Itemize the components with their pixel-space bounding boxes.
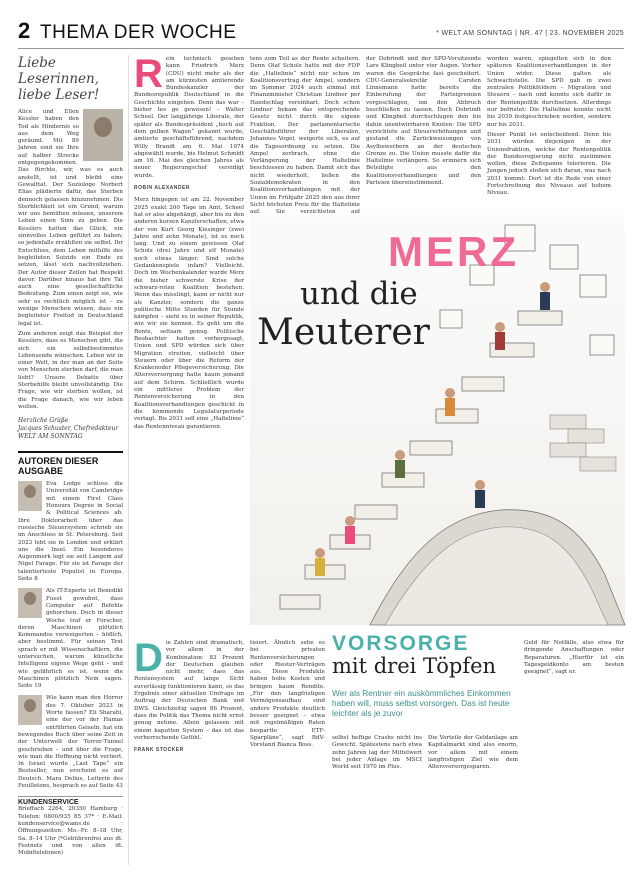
- authors-heading: AUTOREN DIESER AUSGABE: [18, 456, 99, 477]
- vorsorge-dropcap: D: [134, 636, 163, 680]
- issue-meta: * WELT AM SONNTAG | NR. 47 | 23. NOVEMBER 2025: [436, 30, 624, 37]
- merz-text-4: worden waren, spiegelten sich in den späteren Koalitionsverhandlungen in der Union wider. Diese galten als Schwachstelle. Die SPD gab in zwei zentralen Politikfeldern – Migration und Steuern – nach und konnte sich dafür in der Rentenpolitik durchsetzen. Allerdings nur befristet: Die Haltelinie konnte nicht bis 2039 festgeschrieben werden, sondern nur bis 2031.: [487, 56, 611, 128]
- authors-box: [18, 451, 123, 790]
- merz-dropcap: R: [134, 52, 163, 96]
- vorsorge-col4: [428, 735, 518, 867]
- author-bio: [18, 481, 123, 583]
- merz-article-col2: [250, 56, 360, 231]
- merz-text-4b: Dieser Punkt ist entscheidend. Denn bis 2031 würden diejenigen in der Unionsfraktion, welche der Rentenpolitik der Bundesregierung nicht zustimmen wollen, diese Zeitspanne tolerieren. Die Jungen jedoch stoßen sich daran, was nach 2031 kommt: Dort ist die Rede von einer Fortschreibung des Niveaus auf hohem Niveau.: [487, 131, 611, 197]
- author-bio: [18, 695, 123, 790]
- author-bio-text: Als IT-Experte ist Benedikt Fuest gewohnt, dass Computer auf Befehle gehorchen. Doch in dieser Woche traf er Forscher, deren Maschinen plötzlich Kommandos verweigerten – höflich, aber bestimmt. Für seinen Text sprach er mit Wissenschaftlern, die untersuchen, warum künstliche Intelligenz eigene Wege geht – und wie gefährlich es ist, wenn die Maschinen plötzlich Nein sagen. Seite 19: [18, 588, 123, 690]
- merz-byline: ROBIN ALEXANDER: [134, 185, 190, 192]
- vorsorge-text-3: selbst heftige Crashs nicht ins Gewicht. Spätestens nach etwa zehn Jahren lag der Mittelwert bei jeder Anlage im MSCI World seit 1970 im Plus.: [332, 735, 422, 771]
- customer-service: [18, 796, 123, 857]
- vorsorge-text-4: Die Vorteile der Geldanlage am Kapitalmarkt sind also enorm, vor allem mit einem langfristigen Ziel wie dem Altersvorsorgesparen.: [428, 735, 518, 771]
- merz-text-3: der Dobrindt und der SPD-Vorsitzende Lars Klingbeil unter vier Augen. Vorher waren die Gespräche fast gescheitert. CDU-Generalsekretär Carsten Linnemann hatte bereits die Einberufung der Parteigremien vorgeschlagen, um den Abbruch beschließen zu lassen. Doch Dobrindt und Klingbeil durchschlugen den bis dahin unentwirrbaren Knoten: Die SPD verzichtete auf Steuererhöhungen und gestand die Zurückweisungen von Asylbewerbern an der deutschen Grenze zu. Die Union musste dafür die Haltelinie verlängern. So erinnern sich Beteiligte aus den Koalitionsverhandlungen und den Parteien übereinstimmend.: [366, 56, 481, 187]
- editor-closing: Herzliche Grüße: [18, 417, 69, 425]
- merz-article-col3: [366, 56, 481, 216]
- editor-signature: Jacques Schuster, Chefredakteur WELT AM SONNTAG: [18, 425, 119, 441]
- header-rule: [18, 48, 624, 49]
- author-photo: [18, 695, 42, 725]
- merz-headline-meuterer: Meuterer: [257, 312, 430, 353]
- vorsorge-col1: [134, 636, 244, 868]
- vorsorge-headline: VORSORGE: [332, 632, 470, 655]
- merz-intro: ein technisch gesehen kann Friedrich Merz (CDU) nicht mehr als der am kürzesten amtierende Bundeskanzler der Bundesrepublik Deutschland in die Geschichte eingehen. Denn das war – bisher tes ge gewesen! – Walter Scheel. Der langjährige Liberale, der später als Bundespräsident „hoch auf dem gelben Wagen“ gekannt wurde, amtierte geschäftsführend, nachdem Willy Brandt am 6. Mai 1974 abgewählt wurde, bis Helmut Schmidt am 16. Mai des gleichen Jahres als neuer Regierungschef vereidigt wurde.: [134, 56, 244, 179]
- editor-letter-p2: Zum anderen zeigt das Beispiel der Kesslers, dass es Menschen gibt, die sich ein selbstbestimmtes Lebensende wünschen. Leben wir in einer Welt, in der man an der Seite von Menschen sterben darf, die man liebt? Unsere Debatte über Sterbehilfe bleibt unvollständig. Die Frage, wie wir sterben wollen, ist die Frage danach, wie wir leben wollen.: [18, 330, 123, 410]
- vorsorge-byline: FRANK STOCKER: [134, 747, 184, 754]
- vorsorge-col3: [332, 735, 422, 867]
- service-heading: KUNDENSERVICE: [18, 799, 79, 807]
- sidebar: [18, 55, 123, 857]
- vorsorge-subline: Wer als Rentner ein auskömmliches Einkommen haben will, muss selbst vorsorgen. Das ist heute leichter als je zuvor: [332, 688, 511, 718]
- merz-text-1: Merz hingegen ist am 22. November 2025 exakt 200 Tage im Amt. Scheel hat er also abgehängt, aber bis zu den anderen kurzen Kanzlerschaften, etwa der von Kurt Georg Kiesinger (zwei Jahre und zehn Monate), ist es noch lang. Und zu einem gewissen Olaf Scholz (drei Jahre und elf Monate) noch etwas länger. Sind solche Gedankenspiele infam? Vielleicht. Doch im Wochenkalender wurde Merz die bisher schwerste Krise der schwarz-roten Koalition bestehen. Wenn das misslingt, kann er nicht nur als Kanzler, sondern die ganze politische Mitte Stunden für Stunde kämpfen – sieht es in seiner Republik, wie wir sie kennen. Es geht um die Rente, seltsam genug. Politische Beobachter hatten vorhergesagt, Union und SPD würden sich über Migration streiten, vielleicht über Steuern oder über die Reform der Krankenoder Pflegeversicherung. Die Altersversorgung hatte kaum jemand auf dem Schirm. Schließlich wurde ein mittleres Problem der Rentenversicherung in den Koalitionsverhandlungen geschickt in die kommende Legislaturperiode vertagt. Bis 2031 soll eine „Haltelinie“ das Rentenniveau garantieren.: [134, 197, 244, 430]
- author-photo: [18, 481, 42, 511]
- section-title: THEMA DER WOCHE: [40, 22, 237, 43]
- merz-text-2: tens zum Teil as der Rente scheitern. Denn Olaf Scholz hatte mit der FDP die „Haltelinie“ nicht nur schon im Koalitionsvertrag der Ampel, sondern im Sommer 2024 auch einmal mit Finanzminister Christian Lindner per Handschlag vereinbart. Doch schon Lindner bekam das entsprechende Gesetz nicht durch die eigene Fraktion. Der parlamentarische Geschäftsführer der Liberalen, Johannes Vogel, weigerte sich, es auf die Tagesordnung zu setzen. Die Ampel zerbrach, ohne die Verlängerung der Haltelinie beschlossen zu haben. Damit sich das nicht wiederholt, ließen die Sozialdemokraten in den Koalitionsverhandlungen mit der Union im Frühjahr 2025 den aus ihrer Sicht höchsten Preis für die Haltelinie auf. Sie verzichteten auf: [250, 56, 360, 216]
- merz-headline: MERZ: [388, 228, 519, 275]
- page-number: 2: [18, 18, 31, 43]
- column-divider: [128, 55, 129, 865]
- merz-article-col1: [134, 52, 244, 586]
- author-bio-text: Wie kann man den Horror des 7. Oktober 2023 in Worte fassen? Eli Sharabi, eine der vor der Hamas entführten Geiseln, hat ein bewegendes Buch über seine Zeit in der Unterwelt der Terror-Tunnel geschrieben – und über die Frage, wie man die Hoffnung nicht verliert. In Israel wurde „Last Tape“ ein Bestseller, nun erscheint es auf Deutsch. Mara Delius, Leiterin des Feuilletons, besprach es auf Seite 43: [18, 695, 123, 790]
- author-photo: [18, 588, 42, 618]
- editor-greeting: Liebe Leserinnen, liebe Leser!: [18, 55, 100, 103]
- merz-article-col4: [487, 56, 611, 216]
- author-bio: [18, 588, 123, 690]
- vorsorge-text-2: tisiert. Ähnlich sehe es bei privaten Rentenversicherungen oder Riester-Verträgen aus. Diese Produkte haben hohe Kosten und bringen kaum Rendite. „Für den langfristigen Vermögensaufbau sind andere Produkte deutlich besser geeignet – etwa mit regelmäßigen Raten bespartte ETF-Sparpläne“, sagt BdV-Vorstand Bianca Boss.: [250, 640, 325, 749]
- vorsorge-headline-toepfe: mit drei Töpfen: [332, 654, 497, 678]
- editor-portrait: [83, 109, 123, 161]
- author-bio-text: Eva Lodge schloss die Universität von Cambridge mit einem First Class Honours Degree in Social & Political Sciences ab. Ihre Doktorarbeit über das russische Steuersystem schrieb sie im Anschluss in St. Petersburg. Seit 2023 lebt sie in London und erklärt uns die Insel. Ein besonderes Augenmerk legt sie seit Langem auf Nigel Farage. Für sie ist Farage der talentierteste Populist in Europa. Seite 8: [18, 481, 123, 583]
- vorsorge-text-5: Geld für Notfälle, also etwa für dringende Anschaffungen oder Reparaturen. „Hierfür ist ein Tagesgeldkonto am besten geeignet“, sagt er.: [524, 640, 624, 676]
- vorsorge-col2: [250, 640, 325, 868]
- editor-letter-p1: Alice und Ellen Kessler haben den Tod als Hindernis so aus dem Weg geräumt. Mit 89 Jahren sind sie Ihre auf halber Strecke entgegengekommen. Das fürchte, wir, was es auch anstellt, ist und bleibt eine Gewalttat. Der Soziologe Norbert Elias plädierte dafür, das Sterben dennoch gelassen hinzunehmen. Die Sterblichkeit ist ein Grund, warum wir uns bemühen müssen, unserem Leben einen Sinn zu geben. Die Kesslers hatten das Glück, ein sinnvolles Leben geführt zu haben; so jedenfalls erzählten sie selbst. Ihr Entschluss, dem Leben mithilfe des begleiteten Suizids ein Ende zu setzen, lässt sich nachvollziehen. Der Autor dieser Zeilen hat Respekt davor. Darüber hinaus hat ihre Tat auch eine gesellschaftliche Bedeutung. Zum einen zeigt sie, wie sehr es rechtlich möglich ist – zu wenige Menschen wissen, dass ein begleiteter Freitod in Deutschland legal ist.: [18, 109, 123, 327]
- vorsorge-text-1: ie Zahlen sind dramatisch, vor allem in der Kombination: 83 Prozent der Deutschen glauben nicht mehr, dass das Rentensystem auf lange Sicht zuverlässig funktionieren kann, so das Ergebnis einer aktuellen Umfrage im Auftrag der Deutschen Bank und DWS. Gleichzeitig sagen 86 Prozent, dass die Politik das Thema nicht ernst genug nehme. Allein gelassen mit einem kaputten System – das ist das vorherrschende Gefühl.: [134, 640, 244, 741]
- service-text: Brieffach 2264, 20350 Hamburg · Telefon: 0800/935 85 37* · E-Mail: kundenservice@wams.de · Öffnungszeiten: Mo.–Fr. 8–18 Uhr, Sa. 8–14 Uhr (*Gebührenfrei aus dt. Festnetz und von allen dt. Mobiltelefonen): [18, 806, 123, 857]
- vorsorge-col5: [524, 640, 624, 868]
- merz-headline-und: und die: [300, 276, 418, 312]
